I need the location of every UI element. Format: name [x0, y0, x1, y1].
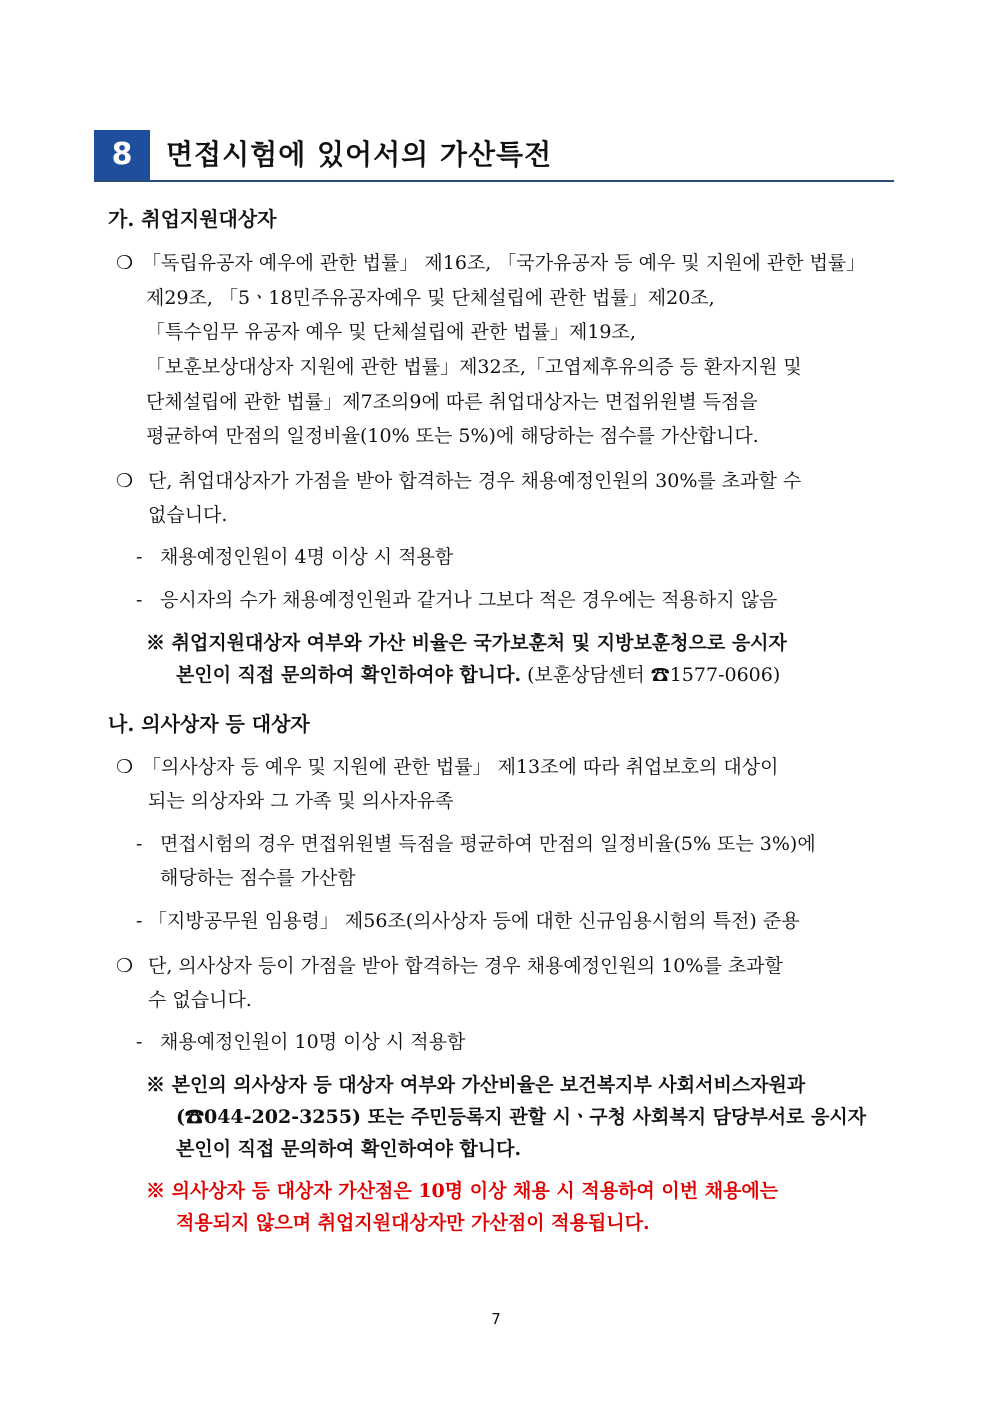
- dash-marker: -: [136, 546, 143, 568]
- paragraph-line: 없습니다.: [148, 504, 228, 526]
- bullet-circle: ❍: [116, 756, 134, 778]
- paragraph-line: 수 없습니다.: [148, 989, 252, 1011]
- dash-item: 해당하는 점수를 가산함: [160, 867, 356, 889]
- dash-marker: -: [136, 910, 143, 932]
- dash-marker: -: [136, 589, 143, 611]
- paragraph-line: 단체설립에 관한 법률」제7조의9에 따른 취업대상자는 면접위원별 득점을: [146, 391, 758, 413]
- dash-marker: -: [136, 1031, 143, 1053]
- dash-item: 면접시험의 경우 면접위원별 득점을 평균하여 만점의 일정비율(5% 또는 3%)에: [160, 833, 816, 855]
- paragraph-line: 단, 의사상자 등이 가점을 받아 합격하는 경우 채용예정인원의 10%를 초과할: [148, 955, 783, 977]
- note-line: ※ 본인의 의사상자 등 대상자 여부와 가산비율은 보건복지부 사회서비스자원과: [146, 1074, 806, 1096]
- bullet-circle: ❍: [116, 252, 134, 274]
- bullet-circle: ❍: [116, 470, 134, 492]
- paragraph-line: 제29조, 「5ㆍ18민주유공자예우 및 단체설립에 관한 법률」제20조,: [146, 287, 715, 309]
- dash-item: 「지방공무원 임용령」 제56조(의사상자 등에 대한 신규임용시험의 특전) 준용: [148, 910, 800, 932]
- dash-item: 응시자의 수가 채용예정인원과 같거나 그보다 적은 경우에는 적용하지 않음: [160, 589, 778, 611]
- note-contact-text: (보훈상담센터 ☎1577-0606): [521, 664, 781, 686]
- warning-note-line: 적용되지 않으며 취업지원대상자만 가산점이 적용됩니다.: [176, 1212, 650, 1234]
- section-number: 8: [94, 130, 150, 180]
- paragraph-line: 단, 취업대상자가 가점을 받아 합격하는 경우 채용예정인원의 30%를 초과할 수: [148, 470, 802, 492]
- note-bold-text: 본인이 직접 문의하여 확인하여야 합니다.: [176, 664, 522, 686]
- subheading-b: 나. 의사상자 등 대상자: [108, 712, 310, 736]
- note-line: (☎044-202-3255) 또는 주민등록지 관할 시ㆍ구청 사회복지 담당부서로 응시자: [176, 1106, 867, 1128]
- subheading-a: 가. 취업지원대상자: [108, 207, 277, 231]
- paragraph-line: 「독립유공자 예우에 관한 법률」 제16조, 「국가유공자 등 예우 및 지원에 관한 법률」: [142, 252, 866, 274]
- dash-item: 채용예정인원이 10명 이상 시 적용함: [160, 1031, 466, 1053]
- note-line: ※ 취업지원대상자 여부와 가산 비율은 국가보훈처 및 지방보훈청으로 응시자: [146, 632, 787, 654]
- note-line: [176, 660, 780, 690]
- dash-item: 채용예정인원이 4명 이상 시 적용함: [160, 546, 454, 568]
- note-line: 본인이 직접 문의하여 확인하여야 합니다.: [176, 1138, 522, 1160]
- paragraph-line: 「의사상자 등 예우 및 지원에 관한 법률」 제13조에 따라 취업보호의 대상이: [142, 756, 779, 778]
- dash-marker: -: [136, 833, 143, 855]
- section-header: [94, 130, 894, 182]
- paragraph-line: 「특수임무 유공자 예우 및 단체설립에 관한 법률」제19조,: [146, 321, 636, 343]
- paragraph-line: 평균하여 만점의 일정비율(10% 또는 5%)에 해당하는 점수를 가산합니다.: [146, 425, 759, 447]
- warning-note-line: ※ 의사상자 등 대상자 가산점은 10명 이상 채용 시 적용하여 이번 채용에는: [146, 1180, 779, 1202]
- bullet-circle: ❍: [116, 955, 134, 977]
- paragraph-line: 되는 의상자와 그 가족 및 의사자유족: [148, 790, 454, 812]
- section-title: 면접시험에 있어서의 가산특전: [166, 138, 553, 171]
- paragraph-line: 「보훈보상대상자 지원에 관한 법률」제32조,「고엽제후유의증 등 환자지원 및: [146, 356, 802, 378]
- page-number: 7: [491, 1310, 501, 1328]
